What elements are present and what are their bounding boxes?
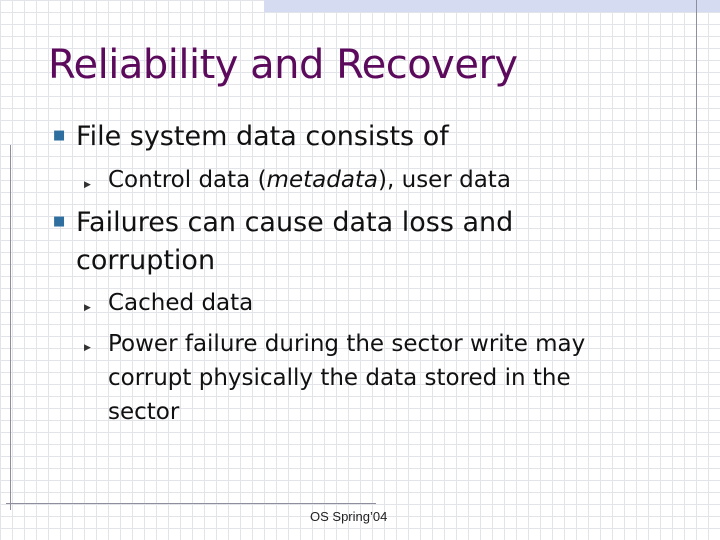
arrow-bullet-icon: ▶ [84,180,91,190]
arrow-bullet-icon: ▶ [84,303,91,313]
bullet-text [76,204,513,280]
decorative-line-left [10,145,11,510]
decorative-line-right [696,0,697,190]
slide-footer: OS Spring’04 [310,509,388,524]
sub-bullet-text [108,163,511,197]
slide-title: Reliability and Recovery [48,42,518,88]
sub-bullet-text-line: corrupt physically the data stored in the [108,365,571,391]
bullet-text-line: corruption [76,245,216,276]
sub-bullet-text-line: sector [108,399,180,425]
bullet-text: File system data consists of [76,121,449,152]
arrow-bullet-icon: ▶ [84,343,91,353]
sub-bullet-text [108,327,585,429]
sub-bullet-text-part: Control data ( [108,167,267,193]
top-accent-band [264,0,720,12]
bullet-text-line: Failures can cause data loss and [76,207,514,238]
sub-bullet-emphasis: metadata [266,167,379,193]
sub-bullet-text-part: ), user data [378,167,511,193]
sub-bullet-text: Cached data [108,290,254,316]
decorative-line-bottom [6,503,376,504]
square-bullet-icon: ■ [53,128,66,143]
square-bullet-icon: ■ [53,214,66,229]
sub-bullet-text-line: Power failure during the sector write may [108,331,586,357]
